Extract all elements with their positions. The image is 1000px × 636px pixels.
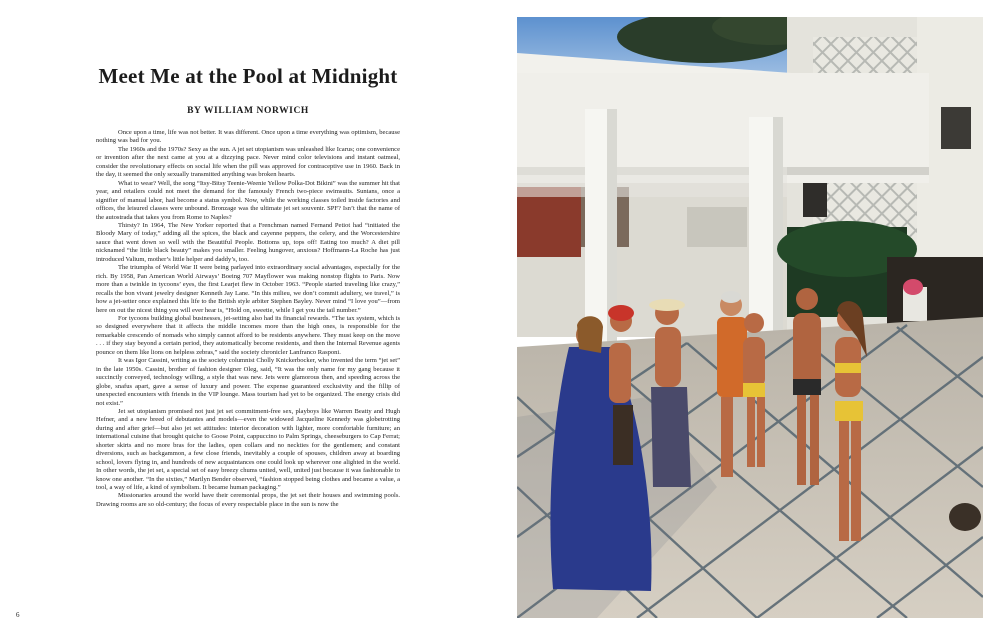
dog bbox=[949, 503, 981, 531]
body-paragraph: The triumphs of World War II were being parlayed into extraordinary social advantages, especially for the rich. By 1958, Pan American World Airways’ Boeing 707 Mayflower was making nonstop flights to Paris. Now more than a twinkle in tycoons’ eyes, the first Learjet flew in October 1963. “People started traveling like crazy,” recalls the bon vivant jewelry designer Kenneth Jay Lane. “In this milieu, we don’t commit adultery, we travel,” is how a jet-setter once explained this life to the British style arbiter Stephen Bayley. Never mind “I love you”—from here on out the nicest thing you will ever hear is, “Hold on, sweetie, while I get you the tail number.” bbox=[96, 264, 400, 314]
body-paragraph: Thirsty? In 1964, The New Yorker reported that a Frenchman named Fernand Petiot had “initiated the Bloody Mary of today,” adding all the spices, the black and cayenne peppers, the celery, and the Worcestershire sauce that went down so well with the Beautiful People. Bottoms up, tops off! Eating too much? A diet pill nicknamed “the little black beauty” makes you smaller. Feeling hungover, anxious? Hoffmann-La Roche has just introduced Valium, mother’s little helper and daddy’s, too. bbox=[96, 221, 400, 263]
body-paragraph: For tycoons building global businesses, jet-setting also had its financial rewards. “The tax system, which is so designed everywhere that it affects the middle incomes more than the high ones, is responsible for the remarkable crescendo of nomads who simply cannot afford to be residents anywhere. They must keep on the move . . . if they stay beyond a certain period, they automatically become residents, and then the Internal Revenue agents pounce on them like lions on helpless zebras,” said the society chronicler Lanfranco Rasponi. bbox=[96, 314, 400, 356]
article-title: Meet Me at the Pool at Midnight bbox=[98, 64, 398, 88]
page-number: 6 bbox=[16, 611, 20, 619]
body-paragraph: It was Igor Cassini, writing as the society columnist Cholly Knickerbocker, who invented the term “jet set” in the late 1950s. Cassini, brother of fashion designer Oleg, said, “It was the only name for my gang because it succinctly conveyed, technology willing, a style that was new. Jets were glamorous then, and speeding across the globe, snafus apart, gave a sense of luxury and power. The expense guaranteed exclusivity and the fillip of unexpected encounters with friends in the VIP lounge. Mass tourism had yet to be organized. The energy crisis did not exist.” bbox=[96, 357, 400, 407]
pink-bougainvillea bbox=[903, 279, 923, 295]
doorway bbox=[517, 187, 581, 257]
article-byline: BY WILLIAM NORWICH bbox=[187, 106, 309, 116]
body-paragraph: Jet set utopianism promised not just jet set commitment-free sex, playboys like Warren Beatty and Hugh Hefner, and a new breed of debutantes and models—even the widowed Jacqueline Kennedy was globetrotting during and after grief—but also jet set attitudes: interior decoration with lighter, more comfortable furniture; an international cuisine that brought quiche to Goose Point, cappuccino to Palm Springs, cheeseburgers to Cap Ferrat; shorter skirts and no more bras for the ladies, open collars and no neckties for the gentlemen; and constant diversions, such as backgammon, a few close friends, inevitably a couple of spouses, children away at boarding school, lovers flying in, and hundreds of new acquaintances one could look up wherever one alighted in the world. In other words, the jet set, a special set of easy breezy chums united, well, united just because it was fashionable to know one another. “In the sixties,” Marilyn Bender observed, “fashion stopped being clothes and became a value, a tool, a way of life, a kind of symbolism. It became human packaging.” bbox=[96, 407, 400, 492]
body-paragraph: What to wear? Well, the song “Itsy-Bitsy Teenie-Weenie Yellow Polka-Dot Bikini” was the summer hit that year, and retailers could not meet the demand for the famously French two-piece swimsuits. Suntans, once a signifier of manual labor, had become a status symbol. Now, while the working classes toiled inside factories and offices, the leisured classes were unbound. Bronzage was the ultimate jet set souvenir. SPF? Isn’t that the name of the autostrada that takes you from Rome to Naples? bbox=[96, 179, 400, 221]
photo-illustration bbox=[517, 17, 983, 618]
poolside-photograph bbox=[517, 17, 983, 618]
canopy-underside bbox=[517, 73, 929, 183]
article-body bbox=[96, 129, 400, 623]
body-paragraph: Once upon a time, life was not better. It was different. Once upon a time everything was optimism, because nothing was bad for you. bbox=[96, 129, 400, 145]
body-paragraph: The 1960s and the 1970s? Sexy as the sun. A jet set utopianism was unleashed like Icarus; one convenience or invention after the next came at you at a dizzying pace. Never mind color televisions and instant oatmeal, consider the revolutionary effects on social life when the pill was approved for contraceptive use in 1960. Back in the day, it seemed the only sexually transmitted anything was broken hearts. bbox=[96, 145, 400, 179]
body-paragraph: Missionaries around the world have their ceremonial props, the jet set their houses and swimming pools. Drawing rooms are so old-century; the focus of every respectable place in the sun is now the bbox=[96, 492, 400, 508]
